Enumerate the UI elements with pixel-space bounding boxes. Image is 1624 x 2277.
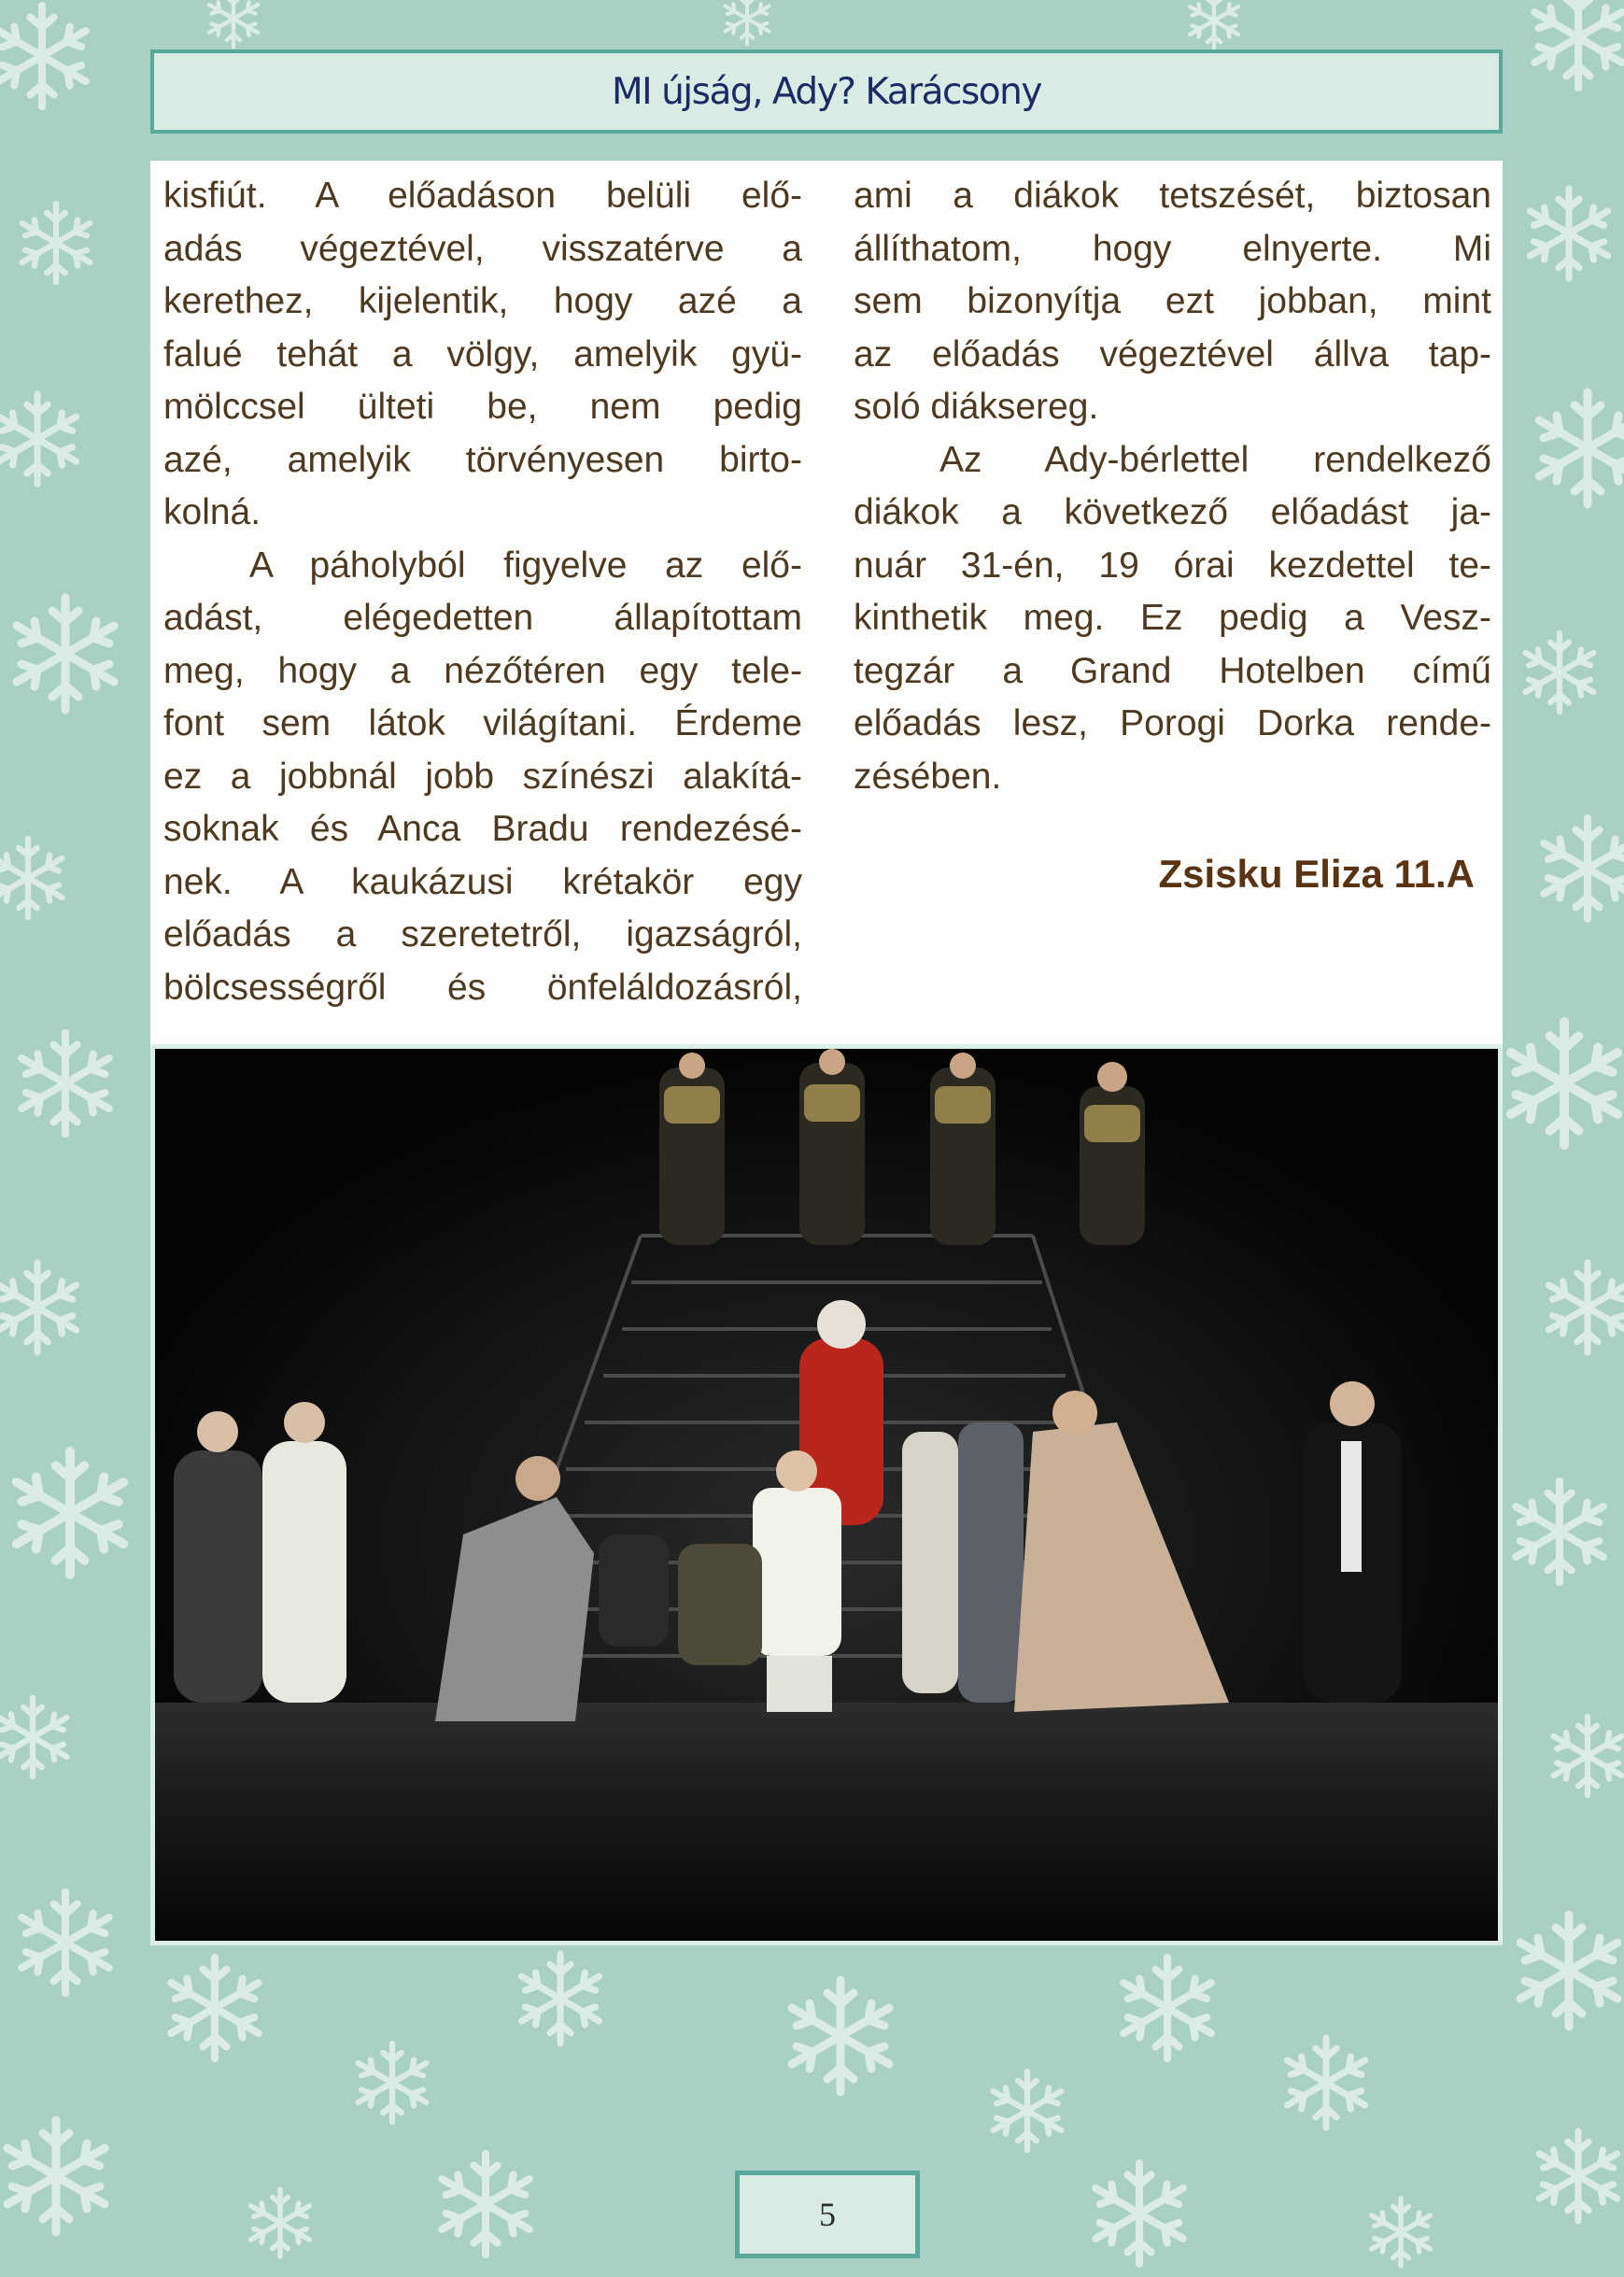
article-author: Zsisku Eliza 11.A [1158, 852, 1475, 896]
text-line: nuár 31-én, 19 órai kezdettel te- [854, 544, 1491, 586]
article-paragraph [854, 170, 1491, 434]
text-line: nek. A kaukázusi krétakör egy [163, 861, 802, 902]
text-line: soló diáksereg. [854, 387, 1099, 427]
text-line: azé, amelyik törvényesen birto- [163, 439, 802, 480]
text-line: bölcsességről és önfeláldozásról, [163, 967, 802, 1008]
page-number-box [735, 2171, 920, 2258]
text-line: A páholyból figyelve az elő- [249, 544, 802, 586]
stage-photo-image [155, 1049, 1498, 1941]
article-paragraph [163, 170, 802, 540]
text-line: ez a jobbnál jobb színészi alakítá- [163, 756, 802, 797]
text-line: soknak és Anca Bradu rendezésé- [163, 809, 802, 849]
text-line: sem bizonyítja ezt jobban, mint [854, 281, 1491, 321]
article-right-column [854, 170, 1491, 803]
text-line: meg, hogy a nézőtéren egy tele- [163, 650, 802, 691]
text-line: font sem látok világítani. Érdeme [163, 703, 802, 743]
text-line: zésében. [854, 756, 1002, 797]
page-header [150, 50, 1503, 134]
article-paragraph [854, 434, 1491, 804]
text-line: állíthatom, hogy elnyerte. Mi [854, 228, 1491, 269]
page-number: 5 [819, 2196, 836, 2233]
text-line: tegzár a Grand Hotelben című [854, 650, 1491, 691]
article-paragraph [163, 540, 802, 1015]
text-line: kisfiút. A előadáson belüli elő- [163, 176, 802, 216]
text-line: adást, elégedetten állapítottam [163, 598, 802, 638]
stage-photo [150, 1044, 1503, 1945]
text-line: kerethez, kijelentik, hogy azé a [163, 281, 802, 321]
text-line: előadás lesz, Porogi Dorka rende- [854, 703, 1491, 743]
header-title: MI újság, Ady? Karácsony [612, 70, 1041, 113]
text-line: az előadás végeztével állva tap- [854, 333, 1491, 375]
text-line: Az Ady-bérlettel rendelkező [939, 439, 1491, 480]
text-line: ami a diákok tetszését, biztosan [854, 176, 1491, 216]
text-line: kinthetik meg. Ez pedig a Vesz- [854, 598, 1491, 638]
text-line: adás végeztével, visszatérve a [163, 228, 802, 269]
text-line: falué tehát a völgy, amelyik gyü- [163, 333, 802, 375]
text-line: kolná. [163, 492, 261, 532]
text-line: diákok a következő előadást ja- [854, 492, 1491, 532]
text-line: mölccsel ülteti be, nem pedig [163, 387, 802, 427]
article-panel [150, 161, 1503, 1046]
text-line: előadás a szeretetről, igazságról, [163, 914, 802, 955]
